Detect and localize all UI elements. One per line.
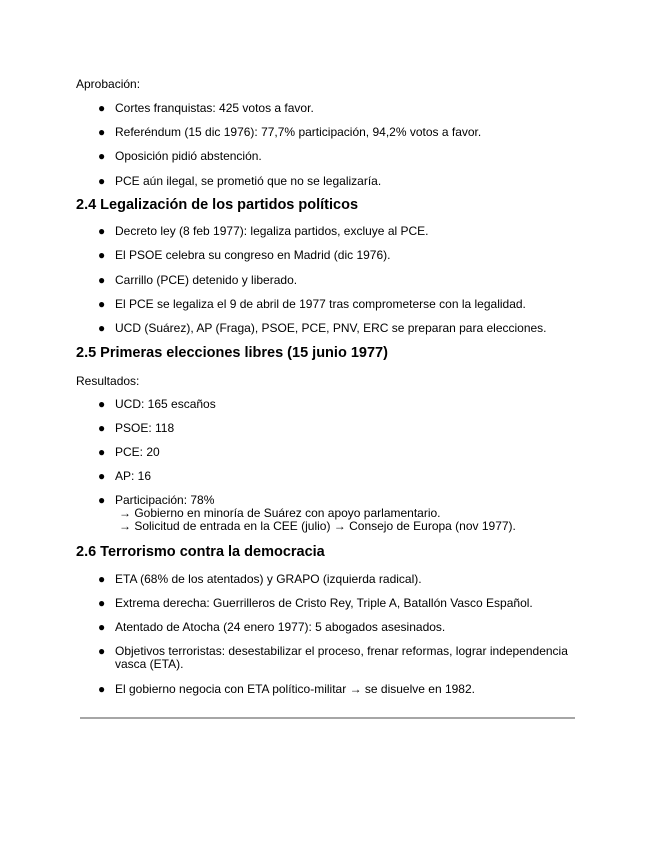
list-item [98,446,578,459]
list-item-text: Participación: 78% [115,493,215,507]
list-item [98,249,578,262]
list-item-text: UCD: 165 escaños [115,397,216,411]
list-item [98,470,578,483]
list-item [98,422,578,435]
bullet-icon: ● [98,493,106,507]
list-item-text: PSOE: 118 [115,421,175,435]
bullet-icon: ● [98,248,106,262]
list-item-text: Decreto ley (8 feb 1977): legaliza partidos, excluye al PCE. [115,224,429,238]
list-item [98,150,578,163]
list-item-text: Objetivos terroristas: desestabilizar el proceso, frenar reformas, lograr independencia vasca (ETA). [115,644,568,671]
list-item [98,398,578,411]
list-item-text: Cortes franquistas: 425 votos a favor. [115,101,314,115]
sub-line: → Gobierno en minoría de Suárez con apoyo parlamentario. [119,506,441,520]
bullet-icon: ● [98,149,106,163]
bullet-icon: ● [98,397,106,411]
list-item [98,126,578,139]
list-item [98,298,578,311]
list-item [98,621,578,634]
list-item-text: ETA (68% de los atentados) y GRAPO (izquierda radical). [115,572,422,586]
list-item-text: Carrillo (PCE) detenido y liberado. [115,273,298,287]
results-label: Resultados: [76,374,140,388]
list-item-text: Atentado de Atocha (24 enero 1977): 5 abogados asesinados. [115,620,446,634]
bullet-icon: ● [98,682,106,696]
bullet-icon: ● [98,224,106,238]
list-item-text: PCE: 20 [115,445,160,459]
bullet-icon: ● [98,101,106,115]
list-item-text: Referéndum (15 dic 1976): 77,7% participación, 94,2% votos a favor. [115,125,482,139]
list-item [98,225,578,238]
approval-label: Aprobación: [76,77,141,91]
list-item-text: Extrema derecha: Guerrilleros de Cristo Rey, Triple A, Batallón Vasco Español. [115,596,533,610]
list-item-text: El PCE se legaliza el 9 de abril de 1977 tras comprometerse con la legalidad. [115,297,526,311]
list-item [98,274,578,287]
bullet-icon: ● [98,644,106,658]
sub-line: → Solicitud de entrada en la CEE (julio) → Consejo de Europa (nov 1977). [119,519,516,533]
bullet-icon: ● [98,125,106,139]
list-item-text: El PSOE celebra su congreso en Madrid (dic 1976). [115,248,391,262]
list-item [98,683,578,696]
list-item-text: UCD (Suárez), AP (Fraga), PSOE, PCE, PNV, ERC se preparan para elecciones. [115,321,547,335]
list-item [98,597,578,610]
bullet-icon: ● [98,572,106,586]
list-item [98,175,578,188]
bullet-icon: ● [98,469,106,483]
section-heading-2-5: 2.5 Primeras elecciones libres (15 junio 1977) [76,345,388,361]
bullet-icon: ● [98,596,106,610]
list-item [98,322,578,335]
bullet-icon: ● [98,174,106,188]
list-item [98,102,578,115]
bullet-icon: ● [98,273,106,287]
bullet-icon: ● [98,421,106,435]
list-item [98,645,578,671]
bullet-icon: ● [98,321,106,335]
list-item [98,494,578,533]
bullet-icon: ● [98,445,106,459]
list-item-text: Oposición pidió abstención. [115,149,262,163]
bullet-icon: ● [98,297,106,311]
bullet-icon: ● [98,620,106,634]
list-item-text: El gobierno negocia con ETA político-militar → se disuelve en 1982. [115,682,475,696]
section-heading-2-4: 2.4 Legalización de los partidos políticos [76,197,359,213]
list-item [98,573,578,586]
section-heading-2-6: 2.6 Terrorismo contra la democracia [76,544,325,560]
horizontal-rule [80,717,575,719]
list-item-text: PCE aún ilegal, se prometió que no se legalizaría. [115,174,382,188]
list-item-text: AP: 16 [115,469,152,483]
